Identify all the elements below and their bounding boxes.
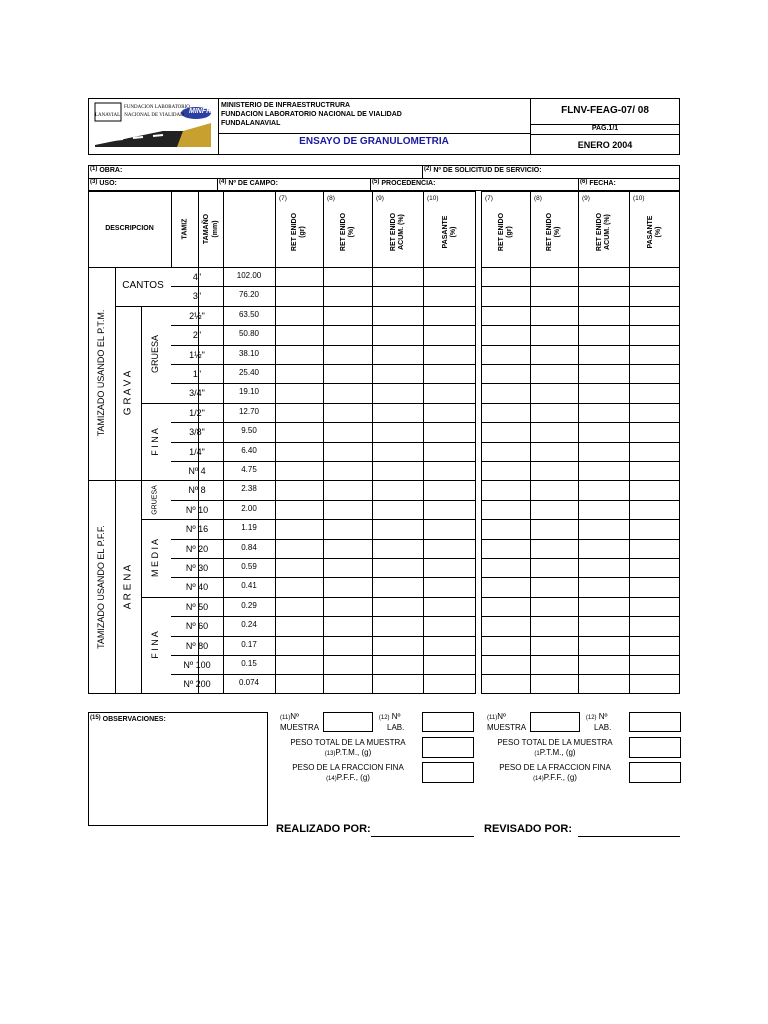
- row-mm: 2.00: [241, 503, 257, 513]
- muestra-num: (11): [487, 715, 498, 721]
- col-header-10: [442, 216, 458, 249]
- col-header-line: RET ENIDO: [291, 212, 298, 252]
- lab-l1: Nº: [391, 712, 401, 721]
- row-tamiz: 3/8": [189, 427, 205, 438]
- col-header-line: RET ENIDO: [389, 212, 397, 252]
- col-header-10: [647, 216, 663, 249]
- col-number: (8): [327, 195, 335, 202]
- col-header-unit: ACUM. (%): [603, 214, 611, 250]
- muestra-input[interactable]: [530, 712, 580, 732]
- row-tamiz: Nº 100: [183, 660, 211, 670]
- row-mm: 76.20: [238, 290, 260, 300]
- row-tamiz: Nº 80: [185, 640, 209, 651]
- row-mm: 0.15: [241, 659, 257, 668]
- ptm-input[interactable]: [629, 737, 681, 758]
- obra-field[interactable]: $^{(1)}$ OBRA:: [90, 166, 123, 174]
- col-header-unit: (%): [449, 226, 457, 238]
- row-mm: 0.84: [241, 542, 257, 552]
- label-arena: A R E N A: [122, 564, 134, 610]
- observaciones-label: $^{(15)}$ OBSERVACIONES:: [90, 715, 166, 723]
- label-grava-gruesa: GRUESA: [150, 334, 160, 374]
- col-header-8: [546, 213, 562, 251]
- ptm-num: (13): [324, 751, 336, 757]
- ptm-num: (1: [534, 751, 540, 757]
- col-header-7: [498, 213, 514, 251]
- lab-num: (12): [585, 715, 597, 721]
- row-mm: 38.10: [238, 348, 260, 358]
- pff-num: (14): [326, 776, 337, 782]
- ptm-label: [485, 748, 625, 757]
- lab-l2: LAB.: [594, 723, 612, 732]
- pff-text: P.F.F., (g): [543, 773, 577, 782]
- realizado-signature-line[interactable]: [371, 836, 474, 837]
- row-tamiz: 3": [192, 291, 202, 302]
- logo-text: FUNDACION LABORATORIO: [124, 105, 190, 110]
- peso-total-label: PESO TOTAL DE LA MUESTRA: [290, 738, 406, 747]
- section-pff: TAMIZADO USANDO EL P.F.F.: [96, 525, 106, 649]
- peso-fraccion-label: PESO DE LA FRACCION FINA: [292, 763, 404, 772]
- row-mm: 0.17: [241, 639, 257, 649]
- muestra-l2: MUESTRA: [487, 723, 527, 732]
- col-header-unit: ACUM. (%): [397, 214, 405, 250]
- row-tamiz: Nº 40: [185, 582, 209, 593]
- lab-input[interactable]: [422, 712, 474, 732]
- muestra-label: [280, 712, 319, 733]
- row-tamiz: 1/2": [189, 407, 205, 418]
- col-number: (9): [582, 195, 590, 202]
- col-header-unit: (%): [554, 226, 561, 238]
- lab-input[interactable]: [629, 712, 681, 732]
- row-mm: 63.50: [238, 309, 260, 319]
- uso-field[interactable]: $^{(3)}$ USO:: [90, 179, 117, 187]
- col-header-9: [596, 213, 612, 251]
- muestra-l2: MUESTRA: [280, 723, 320, 732]
- row-mm: 50.80: [238, 329, 260, 339]
- muestra-num: (11): [280, 715, 291, 721]
- row-tamiz: 4": [192, 272, 202, 282]
- col-number: (10): [633, 195, 645, 202]
- col-header-line: PASANTE: [441, 215, 449, 249]
- ptm-label: [278, 748, 418, 757]
- peso-fraccion-label: PESO DE LA FRACCION FINA: [499, 763, 611, 772]
- col-header-unit: (gr): [299, 226, 306, 238]
- label-arena-fina: F I N A: [150, 631, 160, 659]
- col-header-line: RET ENIDO: [339, 212, 347, 252]
- row-tamiz: 1": [192, 369, 202, 379]
- col-header-line: RET ENIDO: [497, 212, 505, 252]
- ptm-input[interactable]: [422, 737, 474, 758]
- label-grava: G R A V A: [122, 370, 134, 416]
- lab-l2: LAB.: [387, 723, 405, 732]
- row-mm: 12.70: [238, 406, 260, 416]
- col-number: (7): [279, 195, 287, 202]
- row-mm: 102.00: [236, 271, 262, 280]
- lab-label: [582, 712, 611, 733]
- col-descripcion: DESCRIPCION: [105, 225, 154, 232]
- row-mm: 0.074: [238, 678, 260, 688]
- row-mm: 6.40: [241, 445, 257, 455]
- row-mm: 2.38: [241, 484, 257, 494]
- pff-input[interactable]: [422, 762, 474, 783]
- pff-input[interactable]: [629, 762, 681, 783]
- page-title: ENSAYO DE GRANULOMETRIA: [299, 136, 449, 147]
- logo-left-text: LANAVIAL NACIONAL DE VIALIDAD: [95, 113, 184, 118]
- col-header-unit: (gr): [505, 226, 513, 238]
- muestra-input[interactable]: [323, 712, 373, 732]
- col-header-line: PASANTE: [646, 215, 654, 249]
- row-tamiz: 1/4": [189, 446, 205, 457]
- col-tamano: TAMAÑO (mm): [203, 213, 219, 245]
- pff-label: [278, 773, 418, 782]
- row-mm: 0.24: [241, 620, 257, 630]
- col-header-7: [291, 213, 307, 251]
- col-header-line: RET ENIDO: [546, 212, 553, 252]
- row-tamiz: Nº 200: [183, 679, 211, 690]
- row-mm: 1.19: [241, 523, 257, 533]
- label-grava-fina: F I N A: [150, 428, 160, 456]
- label-cantos: CANTOS: [122, 280, 164, 291]
- row-tamiz: Nº 8: [188, 485, 206, 496]
- row-mm: 19.10: [238, 387, 260, 397]
- row-tamiz: 2½": [189, 310, 205, 321]
- observaciones-box[interactable]: [88, 712, 268, 826]
- label-arena-gruesa: GRUESA: [151, 485, 159, 515]
- muestra-label: [487, 712, 526, 733]
- row-mm: 4.75: [241, 465, 257, 474]
- row-tamiz: 1½": [189, 349, 205, 360]
- lab-num: (12): [378, 715, 390, 721]
- solicitud-field[interactable]: $^{(2)}$ Nº DE SOLICITUD DE SERVICIO:: [424, 166, 542, 174]
- row-tamiz: Nº 60: [185, 621, 209, 632]
- row-tamiz: Nº 10: [185, 504, 209, 515]
- peso-total-label: PESO TOTAL DE LA MUESTRA: [497, 738, 613, 747]
- lab-l1: Nº: [598, 712, 608, 721]
- muestra-l1: Nº: [290, 712, 299, 721]
- col-header-line: RET ENIDO: [595, 212, 603, 252]
- ptm-text: P.T.M., (g): [539, 748, 576, 757]
- org-name: MINISTERIO DE INFRAESTRUCTRURA FUNDACION LABORATORIO NACIONAL DE VIALIDAD FUNDALANAVIAL: [221, 102, 402, 127]
- col-header-unit: (%): [347, 226, 355, 238]
- col-number: (10): [427, 195, 439, 202]
- row-mm: 9.50: [241, 426, 257, 436]
- row-mm: 25.40: [238, 368, 260, 377]
- row-tamiz: Nº 4: [188, 466, 206, 476]
- row-tamiz: Nº 16: [185, 524, 209, 535]
- col-number: (9): [376, 195, 384, 202]
- realizado-label: REALIZADO POR:: [276, 823, 371, 835]
- label-arena-media: M E D I A: [150, 538, 160, 578]
- lab-label: [375, 712, 404, 733]
- revisado-signature-line[interactable]: [578, 836, 680, 837]
- col-header-9: [390, 213, 406, 251]
- row-mm: 0.29: [241, 600, 257, 610]
- row-tamiz: 2": [192, 330, 202, 341]
- col-number: (7): [485, 195, 493, 202]
- logo-minfra: MINFRA: [189, 108, 217, 115]
- form-date: ENERO 2004: [577, 140, 633, 150]
- pff-num: (14): [533, 776, 544, 782]
- col-header-8: [340, 213, 356, 251]
- page-number: PAG.1/1: [591, 125, 619, 132]
- row-tamiz: 3/4": [189, 388, 205, 399]
- col-header-unit: (%): [654, 226, 662, 238]
- row-mm: 0.41: [241, 581, 257, 591]
- row-mm: 0.59: [241, 562, 257, 571]
- fecha-field[interactable]: $^{(6)}$ FECHA:: [580, 179, 616, 187]
- revisado-label: REVISADO POR:: [484, 823, 573, 835]
- row-tamiz: Nº 20: [185, 543, 209, 554]
- col-tamiz: TAMIZ: [181, 218, 189, 240]
- row-tamiz: Nº 30: [185, 563, 209, 573]
- muestra-l1: Nº: [497, 712, 506, 721]
- ptm-text: P.T.M., (g): [335, 748, 372, 757]
- section-ptm: TAMIZADO USANDO EL P.T.M.: [96, 309, 106, 437]
- procedencia-field[interactable]: $^{(5)}$ PROCEDENCIA:: [372, 179, 436, 187]
- pff-label: [485, 773, 625, 782]
- pff-text: P.F.F., (g): [336, 773, 370, 782]
- form-code: FLNV-FEAG-07/ 08: [561, 105, 649, 116]
- campo-field[interactable]: $^{(4)}$ Nº DE CAMPO:: [219, 179, 278, 187]
- row-tamiz: Nº 50: [185, 601, 209, 612]
- col-number: (8): [534, 195, 542, 202]
